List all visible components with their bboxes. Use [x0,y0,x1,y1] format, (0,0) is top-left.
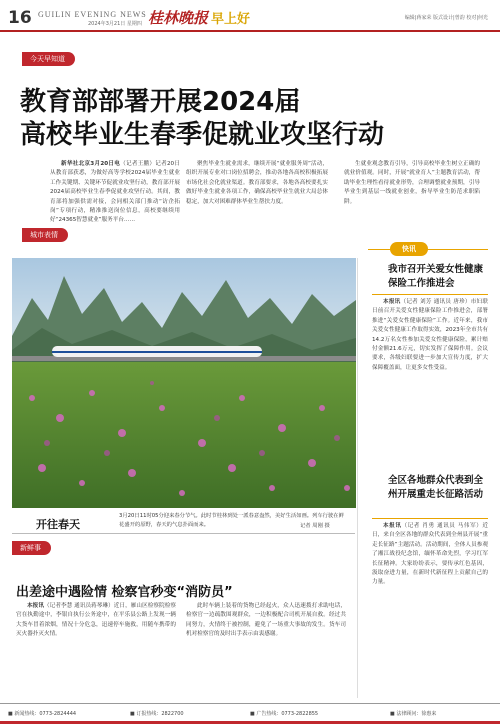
brief-2-lead: 本报讯 [383,523,402,529]
article-lead: 新华社北京3月20日电 [61,161,121,167]
brief-2-rule [372,518,488,519]
footer-news-hotline: ■ 新闻热线：0773-2824444 [8,711,77,717]
header-rule [0,30,500,32]
main-article-col-2: 聚焦毕业生就业需求，继续开展“就业服务周”活动，组织开展专业对口岗位招聘会，推动各地各高校积极拓展市场化社会化就业渠道。教育部要求，各地各高校要扎实做好毕业生就业各项工作，确保高校毕业生就业大局总体稳定，加大对困难群体毕业生帮扶力度。 [186,161,328,205]
sub-article-text-1: （记者李慧 通讯员蒋琴琳）近日，雁山区检察院检察官在执勤途中，李银自执行公务途中，在平乐县公路上发现一辆大货车冒着浓烟，情况十分危急，迅速停车施救，用随车携带的灭火器扑灭火情。 [16,603,176,638]
section-tag-today: 今天早知道 [22,52,75,66]
section-tag-new: 新鲜事 [12,541,51,555]
brief-1-lead: 本报讯 [383,299,401,305]
photo-caption: 3月20日11时05分迎来春分节气。此时节桂林到处一派春意盎然，美好生活如画。列车行驶在鲜花盛开的原野，春天的气息扑面而来。 [119,513,344,528]
photo-credit: 记者 周刚 摄 [300,523,330,529]
sub-article-lead: 本报讯 [27,603,44,609]
section-tag-city: 城市表情 [22,228,68,242]
column-divider [357,258,358,698]
masthead [0,0,500,30]
footer-ad-hotline: ■ 广告热线：0773-2822855 [250,711,319,717]
photo-caption-title: 开往春天 [36,518,80,531]
brief-1-rule [372,294,488,295]
main-headline [20,86,480,152]
issue-date: 2024年3月21日 星期四 [88,21,142,27]
section-tag-brief: 快讯 [390,242,428,256]
brief-1-title: 我市召开关爱女性健康保险工作推进会 [388,264,484,289]
spring-train-photo [12,258,356,508]
footer-legal: ■ 法律顾问：徐惠来 [390,711,437,717]
sub-article-col-1 [16,602,176,698]
photo-divider [12,533,355,534]
main-article-col-3: 生就业观念教育引导，引导高校毕业生树立正确的就业价值观。同时，开展“就业育人”主题教育活动，帮助毕业生理性看待就业形势，合理调整就业预期，引导毕业生到基层一线就业创业，指导毕业生防范求职陷阱。 [344,161,480,205]
brief-2-body [372,522,488,698]
brief-2-title: 全区各地群众代表到全州开展重走长征路活动 [388,475,484,500]
main-article-col-1 [50,160,180,224]
headline-line-2: 高校毕业生春季促就业攻坚行动 [20,120,385,150]
page-number: 16 [8,8,32,28]
photo-illustration [12,258,356,508]
article-lead-note: （记者王鹏） [120,161,156,167]
brief-1-body [372,298,488,466]
sub-article-headline: 出差途中遇险情 检察官秒变“消防员” [16,585,233,600]
brief-1-text: （记者 刘芳 通讯员 唐珍）市妇联日前召开关爱女性健康保险工作推进会，部署推进“关爱女性健康保险”工作。近年来，我市关爱女性健康工作取得实效，2023年全市共有14.2万名女性参加关爱女性健康保险，累计赔付金额21.6万元，切实发挥了保障作用。会议要求，各级妇联要进一步加大宣传力度，扩大保障覆盖面，让更多女性受益。 [372,299,488,371]
sub-article-col-2: 此时车辆上装着的货物已经起火，众人迅速拨打求助电话，检察官一边疏散围观群众，一边积极配合司机开展自救。经过共同努力，火情终于被控制，避免了一场重大事故的发生。货车司机对检察官的及时出手表示由衷感谢。 [186,603,346,638]
brief-2-text: （记者 肖勇 通讯员 马伟军）近日，来自全区各地的群众代表到全州县开展“重走长征路”主题活动。活动期间，全体人员参观了湘江战役纪念馆，缅怀革命先烈，学习红军长征精神。大家纷纷表示，要传承红色基因，汲取奋进力量，在新时代新征程上贡献自己的力量。 [372,523,488,586]
editor-credits: 编辑|蒋家荣 版式设计|曾韵 校对|何光 [404,15,488,21]
section-logo: 早上好 [211,12,251,27]
paper-english-name: GUILIN EVENING NEWS [38,10,147,19]
brief-header-rule [368,249,488,250]
article-text-1: 记者20日从教育部获悉，为做好高等学校2024届毕业生就业工作关键期、关键环节促就业攻坚行动，教育部开展2024届高校毕业生春季促就业攻坚行动。其间，教育部将加强供需对接，会同相关部门推动“访企拓岗”专项行动，精准推送岗位信息，高校要继续用好“24365智慧就业”服务平台…… [50,161,180,224]
paper-logo: 桂林晚报 [148,9,209,27]
page-footer [0,703,500,724]
brief-section-header [368,242,488,256]
headline-line-1: 教育部部署开展2024届 [20,87,301,117]
footer-subscription: ■ 订报热线：2822700 [130,711,184,717]
